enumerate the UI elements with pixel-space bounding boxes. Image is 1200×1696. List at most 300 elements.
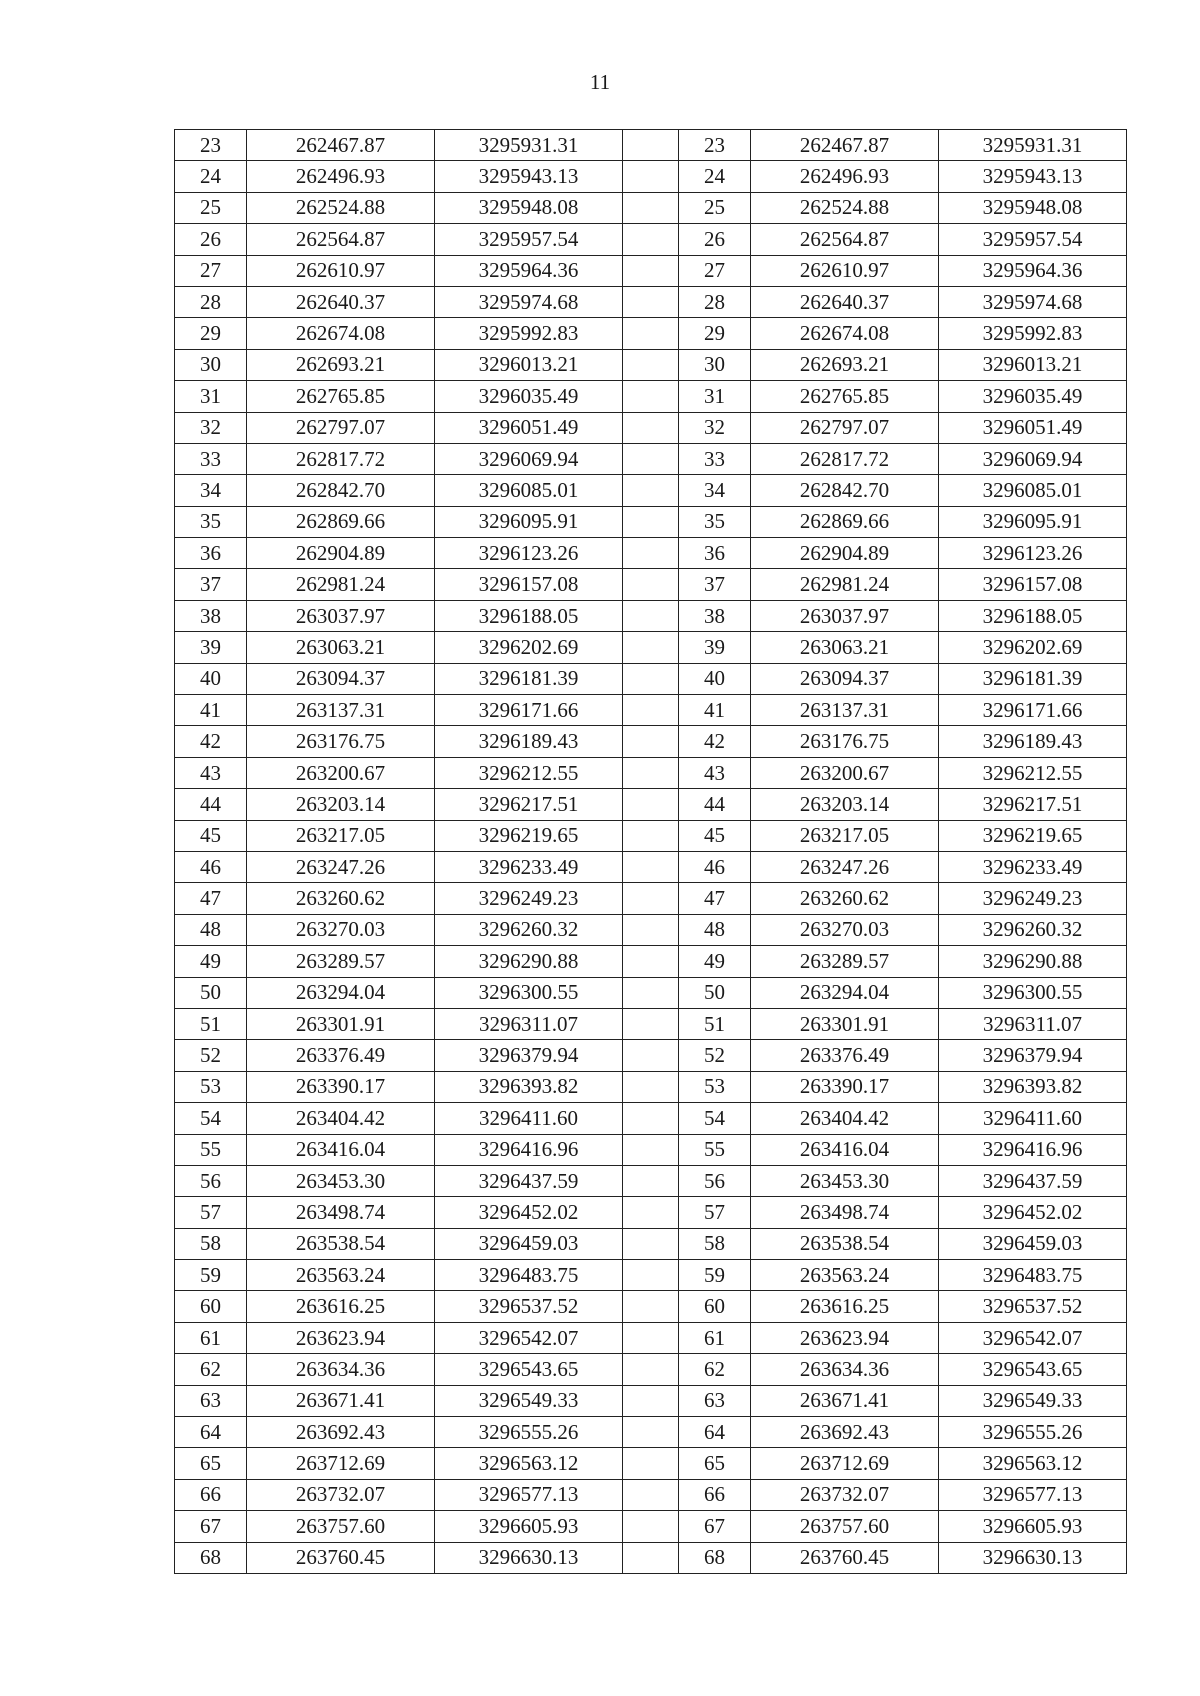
- spacer-cell: [623, 443, 679, 474]
- x-coordinate-cell: 263137.31: [247, 695, 435, 726]
- y-coordinate-cell: 3296379.94: [435, 1040, 623, 1071]
- y-coordinate-cell: 3296095.91: [939, 506, 1127, 537]
- table-row: [175, 569, 1127, 600]
- point-number-cell: 38: [679, 600, 751, 631]
- table-row: [175, 1322, 1127, 1353]
- point-number-cell: 49: [679, 946, 751, 977]
- spacer-cell: [623, 820, 679, 851]
- table-row: [175, 914, 1127, 945]
- table-row: [175, 1291, 1127, 1322]
- table-row: [175, 286, 1127, 317]
- y-coordinate-cell: 3295992.83: [435, 318, 623, 349]
- x-coordinate-cell: 263563.24: [247, 1260, 435, 1291]
- point-number-cell: 61: [175, 1322, 247, 1353]
- y-coordinate-cell: 3296542.07: [435, 1322, 623, 1353]
- y-coordinate-cell: 3295957.54: [435, 224, 623, 255]
- spacer-cell: [623, 506, 679, 537]
- point-number-cell: 48: [679, 914, 751, 945]
- x-coordinate-cell: 262817.72: [247, 443, 435, 474]
- table-row: [175, 1260, 1127, 1291]
- x-coordinate-cell: 263176.75: [247, 726, 435, 757]
- point-number-cell: 55: [175, 1134, 247, 1165]
- x-coordinate-cell: 263217.05: [247, 820, 435, 851]
- table-row: [175, 851, 1127, 882]
- y-coordinate-cell: 3296095.91: [435, 506, 623, 537]
- point-number-cell: 61: [679, 1322, 751, 1353]
- y-coordinate-cell: 3296085.01: [939, 475, 1127, 506]
- x-coordinate-cell: 263217.05: [751, 820, 939, 851]
- point-number-cell: 57: [679, 1197, 751, 1228]
- spacer-cell: [623, 1103, 679, 1134]
- spacer-cell: [623, 569, 679, 600]
- y-coordinate-cell: 3296537.52: [939, 1291, 1127, 1322]
- spacer-cell: [623, 161, 679, 192]
- spacer-cell: [623, 1511, 679, 1542]
- spacer-cell: [623, 946, 679, 977]
- point-number-cell: 41: [679, 695, 751, 726]
- y-coordinate-cell: 3296035.49: [939, 381, 1127, 412]
- point-number-cell: 66: [175, 1479, 247, 1510]
- table-row: [175, 1354, 1127, 1385]
- table-row: [175, 663, 1127, 694]
- table-row: [175, 946, 1127, 977]
- x-coordinate-cell: 263203.14: [751, 789, 939, 820]
- x-coordinate-cell: 262797.07: [751, 412, 939, 443]
- y-coordinate-cell: 3296157.08: [435, 569, 623, 600]
- point-number-cell: 39: [175, 632, 247, 663]
- point-number-cell: 48: [175, 914, 247, 945]
- table-row: [175, 1448, 1127, 1479]
- x-coordinate-cell: 263094.37: [751, 663, 939, 694]
- x-coordinate-cell: 263453.30: [751, 1165, 939, 1196]
- point-number-cell: 50: [679, 977, 751, 1008]
- table-row: [175, 1417, 1127, 1448]
- x-coordinate-cell: 263692.43: [751, 1417, 939, 1448]
- y-coordinate-cell: 3296249.23: [939, 883, 1127, 914]
- point-number-cell: 34: [679, 475, 751, 506]
- x-coordinate-cell: 263260.62: [247, 883, 435, 914]
- spacer-cell: [623, 757, 679, 788]
- spacer-cell: [623, 1448, 679, 1479]
- y-coordinate-cell: 3296085.01: [435, 475, 623, 506]
- y-coordinate-cell: 3296188.05: [435, 600, 623, 631]
- x-coordinate-cell: 263671.41: [751, 1385, 939, 1416]
- x-coordinate-cell: 263094.37: [247, 663, 435, 694]
- table-row: [175, 506, 1127, 537]
- y-coordinate-cell: 3296212.55: [435, 757, 623, 788]
- x-coordinate-cell: 262817.72: [751, 443, 939, 474]
- spacer-cell: [623, 1417, 679, 1448]
- point-number-cell: 36: [175, 538, 247, 569]
- x-coordinate-cell: 263760.45: [751, 1542, 939, 1573]
- point-number-cell: 52: [175, 1040, 247, 1071]
- spacer-cell: [623, 1008, 679, 1039]
- point-number-cell: 68: [679, 1542, 751, 1573]
- x-coordinate-cell: 263376.49: [751, 1040, 939, 1071]
- point-number-cell: 64: [679, 1417, 751, 1448]
- x-coordinate-cell: 263616.25: [751, 1291, 939, 1322]
- y-coordinate-cell: 3296202.69: [939, 632, 1127, 663]
- point-number-cell: 51: [679, 1008, 751, 1039]
- spacer-cell: [623, 1197, 679, 1228]
- x-coordinate-cell: 262869.66: [247, 506, 435, 537]
- table-row: [175, 349, 1127, 380]
- y-coordinate-cell: 3296249.23: [435, 883, 623, 914]
- table-row: [175, 1134, 1127, 1165]
- table-row: [175, 1542, 1127, 1573]
- spacer-cell: [623, 1071, 679, 1102]
- x-coordinate-cell: 263200.67: [247, 757, 435, 788]
- x-coordinate-cell: 262640.37: [247, 286, 435, 317]
- y-coordinate-cell: 3296171.66: [435, 695, 623, 726]
- table-row: [175, 412, 1127, 443]
- point-number-cell: 31: [175, 381, 247, 412]
- y-coordinate-cell: 3296069.94: [435, 443, 623, 474]
- table-row: [175, 1008, 1127, 1039]
- point-number-cell: 53: [175, 1071, 247, 1102]
- point-number-cell: 40: [175, 663, 247, 694]
- x-coordinate-cell: 263037.97: [247, 600, 435, 631]
- table-row: [175, 1511, 1127, 1542]
- x-coordinate-cell: 263200.67: [751, 757, 939, 788]
- point-number-cell: 43: [175, 757, 247, 788]
- point-number-cell: 63: [175, 1385, 247, 1416]
- table-row: [175, 695, 1127, 726]
- spacer-cell: [623, 192, 679, 223]
- table-row: [175, 977, 1127, 1008]
- y-coordinate-cell: 3296217.51: [939, 789, 1127, 820]
- x-coordinate-cell: 263757.60: [247, 1511, 435, 1542]
- x-coordinate-cell: 262797.07: [247, 412, 435, 443]
- point-number-cell: 33: [175, 443, 247, 474]
- point-number-cell: 35: [679, 506, 751, 537]
- x-coordinate-cell: 262981.24: [247, 569, 435, 600]
- point-number-cell: 56: [679, 1165, 751, 1196]
- point-number-cell: 56: [175, 1165, 247, 1196]
- y-coordinate-cell: 3296233.49: [435, 851, 623, 882]
- y-coordinate-cell: 3295943.13: [939, 161, 1127, 192]
- y-coordinate-cell: 3296452.02: [939, 1197, 1127, 1228]
- x-coordinate-cell: 263732.07: [247, 1479, 435, 1510]
- spacer-cell: [623, 349, 679, 380]
- x-coordinate-cell: 263270.03: [751, 914, 939, 945]
- table-row: [175, 632, 1127, 663]
- x-coordinate-cell: 263712.69: [751, 1448, 939, 1479]
- y-coordinate-cell: 3296416.96: [435, 1134, 623, 1165]
- x-coordinate-cell: 263203.14: [247, 789, 435, 820]
- x-coordinate-cell: 263376.49: [247, 1040, 435, 1071]
- y-coordinate-cell: 3295964.36: [435, 255, 623, 286]
- spacer-cell: [623, 224, 679, 255]
- y-coordinate-cell: 3295964.36: [939, 255, 1127, 286]
- spacer-cell: [623, 1040, 679, 1071]
- point-number-cell: 51: [175, 1008, 247, 1039]
- table-row: [175, 1197, 1127, 1228]
- spacer-cell: [623, 255, 679, 286]
- y-coordinate-cell: 3295931.31: [435, 130, 623, 161]
- spacer-cell: [623, 1165, 679, 1196]
- y-coordinate-cell: 3296630.13: [939, 1542, 1127, 1573]
- spacer-cell: [623, 1542, 679, 1573]
- x-coordinate-cell: 262674.08: [247, 318, 435, 349]
- x-coordinate-cell: 263498.74: [247, 1197, 435, 1228]
- x-coordinate-cell: 263538.54: [247, 1228, 435, 1259]
- x-coordinate-cell: 262693.21: [247, 349, 435, 380]
- x-coordinate-cell: 262610.97: [751, 255, 939, 286]
- y-coordinate-cell: 3296437.59: [435, 1165, 623, 1196]
- spacer-cell: [623, 1291, 679, 1322]
- point-number-cell: 47: [175, 883, 247, 914]
- table-row: [175, 538, 1127, 569]
- x-coordinate-cell: 263760.45: [247, 1542, 435, 1573]
- x-coordinate-cell: 263247.26: [751, 851, 939, 882]
- point-number-cell: 60: [679, 1291, 751, 1322]
- point-number-cell: 52: [679, 1040, 751, 1071]
- spacer-cell: [623, 1385, 679, 1416]
- point-number-cell: 27: [679, 255, 751, 286]
- x-coordinate-cell: 263390.17: [247, 1071, 435, 1102]
- point-number-cell: 25: [175, 192, 247, 223]
- x-coordinate-cell: 263712.69: [247, 1448, 435, 1479]
- x-coordinate-cell: 262765.85: [751, 381, 939, 412]
- table-row: [175, 883, 1127, 914]
- spacer-cell: [623, 977, 679, 1008]
- x-coordinate-cell: 262496.93: [751, 161, 939, 192]
- y-coordinate-cell: 3296605.93: [435, 1511, 623, 1542]
- table-row: [175, 1479, 1127, 1510]
- x-coordinate-cell: 263301.91: [247, 1008, 435, 1039]
- spacer-cell: [623, 726, 679, 757]
- y-coordinate-cell: 3296035.49: [435, 381, 623, 412]
- y-coordinate-cell: 3296411.60: [939, 1103, 1127, 1134]
- y-coordinate-cell: 3296260.32: [435, 914, 623, 945]
- spacer-cell: [623, 1260, 679, 1291]
- x-coordinate-cell: 262524.88: [751, 192, 939, 223]
- point-number-cell: 37: [175, 569, 247, 600]
- y-coordinate-cell: 3296051.49: [435, 412, 623, 443]
- table-row: [175, 820, 1127, 851]
- point-number-cell: 60: [175, 1291, 247, 1322]
- y-coordinate-cell: 3296542.07: [939, 1322, 1127, 1353]
- spacer-cell: [623, 412, 679, 443]
- point-number-cell: 64: [175, 1417, 247, 1448]
- x-coordinate-cell: 262467.87: [751, 130, 939, 161]
- y-coordinate-cell: 3296311.07: [435, 1008, 623, 1039]
- x-coordinate-cell: 263404.42: [751, 1103, 939, 1134]
- point-number-cell: 54: [175, 1103, 247, 1134]
- point-number-cell: 50: [175, 977, 247, 1008]
- x-coordinate-cell: 262904.89: [247, 538, 435, 569]
- x-coordinate-cell: 262765.85: [247, 381, 435, 412]
- point-number-cell: 44: [679, 789, 751, 820]
- point-number-cell: 32: [679, 412, 751, 443]
- x-coordinate-cell: 263294.04: [247, 977, 435, 1008]
- y-coordinate-cell: 3296452.02: [435, 1197, 623, 1228]
- y-coordinate-cell: 3296549.33: [939, 1385, 1127, 1416]
- x-coordinate-cell: 263294.04: [751, 977, 939, 1008]
- spacer-cell: [623, 914, 679, 945]
- point-number-cell: 62: [679, 1354, 751, 1385]
- x-coordinate-cell: 263416.04: [751, 1134, 939, 1165]
- point-number-cell: 44: [175, 789, 247, 820]
- x-coordinate-cell: 263732.07: [751, 1479, 939, 1510]
- y-coordinate-cell: 3296202.69: [435, 632, 623, 663]
- y-coordinate-cell: 3296290.88: [435, 946, 623, 977]
- x-coordinate-cell: 262640.37: [751, 286, 939, 317]
- x-coordinate-cell: 262904.89: [751, 538, 939, 569]
- point-number-cell: 26: [175, 224, 247, 255]
- x-coordinate-cell: 263289.57: [751, 946, 939, 977]
- point-number-cell: 54: [679, 1103, 751, 1134]
- spacer-cell: [623, 286, 679, 317]
- y-coordinate-cell: 3295992.83: [939, 318, 1127, 349]
- x-coordinate-cell: 263671.41: [247, 1385, 435, 1416]
- y-coordinate-cell: 3295974.68: [435, 286, 623, 317]
- coordinate-table: [174, 129, 1127, 1574]
- point-number-cell: 37: [679, 569, 751, 600]
- point-number-cell: 28: [679, 286, 751, 317]
- y-coordinate-cell: 3296013.21: [939, 349, 1127, 380]
- y-coordinate-cell: 3296171.66: [939, 695, 1127, 726]
- y-coordinate-cell: 3296577.13: [939, 1479, 1127, 1510]
- x-coordinate-cell: 262693.21: [751, 349, 939, 380]
- y-coordinate-cell: 3296051.49: [939, 412, 1127, 443]
- y-coordinate-cell: 3296605.93: [939, 1511, 1127, 1542]
- point-number-cell: 23: [175, 130, 247, 161]
- y-coordinate-cell: 3296069.94: [939, 443, 1127, 474]
- point-number-cell: 25: [679, 192, 751, 223]
- y-coordinate-cell: 3296537.52: [435, 1291, 623, 1322]
- y-coordinate-cell: 3296123.26: [435, 538, 623, 569]
- spacer-cell: [623, 1322, 679, 1353]
- y-coordinate-cell: 3296157.08: [939, 569, 1127, 600]
- x-coordinate-cell: 263538.54: [751, 1228, 939, 1259]
- table-row: [175, 789, 1127, 820]
- x-coordinate-cell: 262842.70: [751, 475, 939, 506]
- x-coordinate-cell: 262842.70: [247, 475, 435, 506]
- spacer-cell: [623, 1134, 679, 1165]
- point-number-cell: 42: [679, 726, 751, 757]
- y-coordinate-cell: 3296549.33: [435, 1385, 623, 1416]
- point-number-cell: 27: [175, 255, 247, 286]
- x-coordinate-cell: 263616.25: [247, 1291, 435, 1322]
- x-coordinate-cell: 263063.21: [751, 632, 939, 663]
- table-row: [175, 475, 1127, 506]
- x-coordinate-cell: 263623.94: [247, 1322, 435, 1353]
- point-number-cell: 57: [175, 1197, 247, 1228]
- point-number-cell: 39: [679, 632, 751, 663]
- point-number-cell: 58: [679, 1228, 751, 1259]
- point-number-cell: 28: [175, 286, 247, 317]
- y-coordinate-cell: 3296483.75: [435, 1260, 623, 1291]
- spacer-cell: [623, 130, 679, 161]
- x-coordinate-cell: 262467.87: [247, 130, 435, 161]
- point-number-cell: 30: [175, 349, 247, 380]
- point-number-cell: 30: [679, 349, 751, 380]
- point-number-cell: 26: [679, 224, 751, 255]
- table-row: [175, 224, 1127, 255]
- spacer-cell: [623, 883, 679, 914]
- point-number-cell: 49: [175, 946, 247, 977]
- table-row: [175, 1165, 1127, 1196]
- x-coordinate-cell: 262869.66: [751, 506, 939, 537]
- x-coordinate-cell: 263416.04: [247, 1134, 435, 1165]
- spacer-cell: [623, 538, 679, 569]
- point-number-cell: 59: [679, 1260, 751, 1291]
- x-coordinate-cell: 263270.03: [247, 914, 435, 945]
- x-coordinate-cell: 263757.60: [751, 1511, 939, 1542]
- y-coordinate-cell: 3296300.55: [939, 977, 1127, 1008]
- spacer-cell: [623, 789, 679, 820]
- point-number-cell: 24: [679, 161, 751, 192]
- y-coordinate-cell: 3296219.65: [435, 820, 623, 851]
- point-number-cell: 36: [679, 538, 751, 569]
- point-number-cell: 66: [679, 1479, 751, 1510]
- y-coordinate-cell: 3296563.12: [435, 1448, 623, 1479]
- x-coordinate-cell: 262981.24: [751, 569, 939, 600]
- y-coordinate-cell: 3296459.03: [939, 1228, 1127, 1259]
- spacer-cell: [623, 851, 679, 882]
- y-coordinate-cell: 3296379.94: [939, 1040, 1127, 1071]
- point-number-cell: 29: [175, 318, 247, 349]
- table-row: [175, 381, 1127, 412]
- coordinate-table-body: [175, 130, 1127, 1574]
- y-coordinate-cell: 3296459.03: [435, 1228, 623, 1259]
- y-coordinate-cell: 3296563.12: [939, 1448, 1127, 1479]
- point-number-cell: 59: [175, 1260, 247, 1291]
- point-number-cell: 43: [679, 757, 751, 788]
- y-coordinate-cell: 3296555.26: [939, 1417, 1127, 1448]
- x-coordinate-cell: 263137.31: [751, 695, 939, 726]
- y-coordinate-cell: 3296233.49: [939, 851, 1127, 882]
- y-coordinate-cell: 3296217.51: [435, 789, 623, 820]
- spacer-cell: [623, 381, 679, 412]
- spacer-cell: [623, 663, 679, 694]
- y-coordinate-cell: 3296311.07: [939, 1008, 1127, 1039]
- y-coordinate-cell: 3296189.43: [939, 726, 1127, 757]
- y-coordinate-cell: 3296393.82: [435, 1071, 623, 1102]
- y-coordinate-cell: 3296555.26: [435, 1417, 623, 1448]
- point-number-cell: 45: [679, 820, 751, 851]
- y-coordinate-cell: 3296212.55: [939, 757, 1127, 788]
- y-coordinate-cell: 3296411.60: [435, 1103, 623, 1134]
- point-number-cell: 23: [679, 130, 751, 161]
- y-coordinate-cell: 3295943.13: [435, 161, 623, 192]
- x-coordinate-cell: 262674.08: [751, 318, 939, 349]
- table-row: [175, 1071, 1127, 1102]
- table-row: [175, 600, 1127, 631]
- point-number-cell: 41: [175, 695, 247, 726]
- spacer-cell: [623, 600, 679, 631]
- point-number-cell: 55: [679, 1134, 751, 1165]
- x-coordinate-cell: 263390.17: [751, 1071, 939, 1102]
- x-coordinate-cell: 262564.87: [751, 224, 939, 255]
- x-coordinate-cell: 263176.75: [751, 726, 939, 757]
- point-number-cell: 47: [679, 883, 751, 914]
- x-coordinate-cell: 263037.97: [751, 600, 939, 631]
- x-coordinate-cell: 263623.94: [751, 1322, 939, 1353]
- y-coordinate-cell: 3296393.82: [939, 1071, 1127, 1102]
- point-number-cell: 35: [175, 506, 247, 537]
- x-coordinate-cell: 263289.57: [247, 946, 435, 977]
- y-coordinate-cell: 3296437.59: [939, 1165, 1127, 1196]
- table-row: [175, 726, 1127, 757]
- table-row: [175, 443, 1127, 474]
- y-coordinate-cell: 3296577.13: [435, 1479, 623, 1510]
- x-coordinate-cell: 263453.30: [247, 1165, 435, 1196]
- spacer-cell: [623, 632, 679, 663]
- table-row: [175, 1040, 1127, 1071]
